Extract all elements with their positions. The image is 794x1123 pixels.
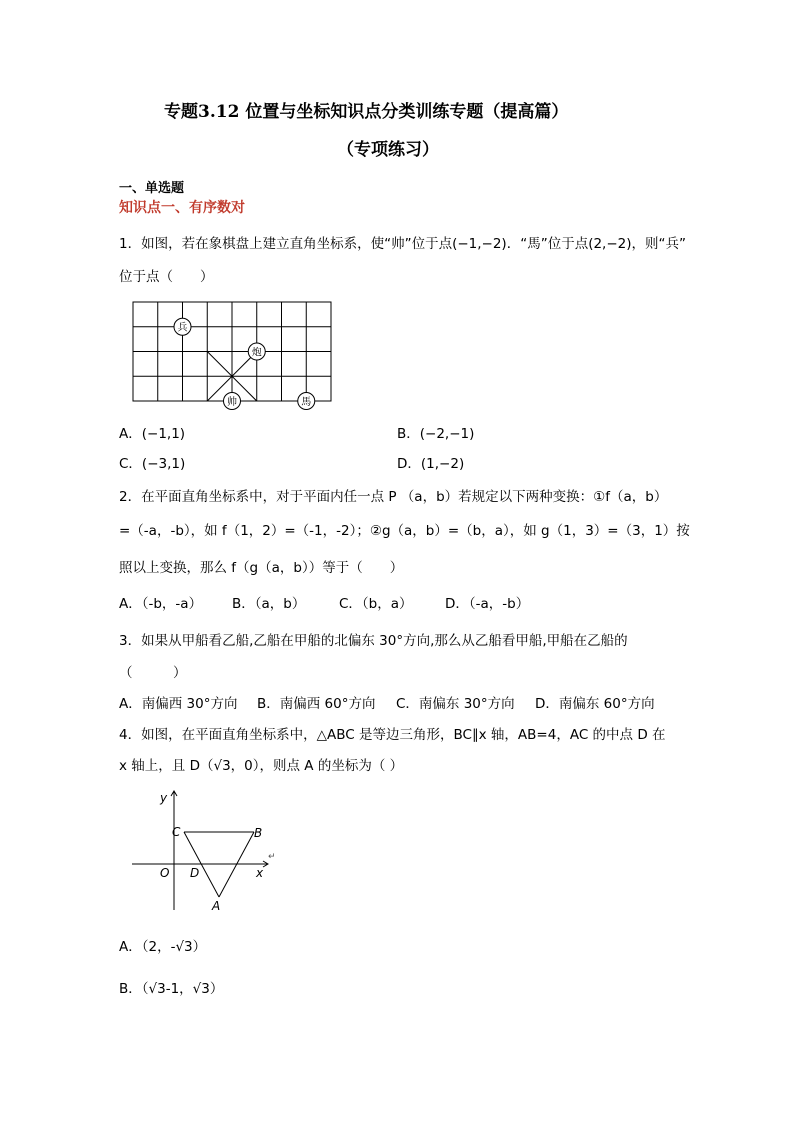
question-3-line-2: （ ） <box>119 665 187 681</box>
svg-text:馬: 馬 <box>301 396 312 408</box>
label-b: B <box>254 826 263 840</box>
section-heading: 一、单选题 <box>119 181 185 196</box>
coordinate-figure <box>132 785 282 915</box>
question-4-line-1: 4．如图，在平面直角坐标系中，△ABC 是等边三角形，BC∥x 轴，AB=4，AC 的中点 D 在 <box>119 727 666 743</box>
piece-ma <box>298 393 315 410</box>
chessboard-figure <box>120 295 340 415</box>
q1-option-c[interactable]: C．(−3,1) <box>119 456 186 472</box>
q3-option-c[interactable]: C．南偏东 30°方向 <box>396 696 515 712</box>
question-2-line-2: =（-a，-b），如 f（1，2）=（-1，-2）；②g（a，b）=（b，a），如 g（1，3）=（3，1）按 <box>119 523 690 539</box>
svg-text:兵: 兵 <box>177 322 188 334</box>
label-c: C <box>172 825 181 839</box>
q1-option-d[interactable]: D．(1,−2) <box>397 456 465 472</box>
piece-bing <box>174 318 191 335</box>
label-d: D <box>190 866 200 880</box>
question-1-line-1: 1．如图，若在象棋盘上建立直角坐标系，使“帅”位于点(−1,−2)．“馬”位于点(2,−2)，则“兵” <box>119 236 686 252</box>
q1-option-b[interactable]: B．(−2,−1) <box>397 426 475 442</box>
question-2-line-3: 照以上变换，那么 f（g（a，b））等于（ ） <box>119 560 404 576</box>
piece-shuai <box>224 393 241 410</box>
q4-option-a[interactable]: A．（2，-√3） <box>119 939 207 955</box>
label-x: x <box>256 866 264 880</box>
q2-option-c[interactable]: C．（b，a） <box>339 596 413 612</box>
question-4-line-2: x 轴上，且 D（√3，0），则点 A 的坐标为（ ） <box>119 758 404 774</box>
return-mark: ↵ <box>268 852 276 862</box>
q1-option-a[interactable]: A．(−1,1) <box>119 426 186 442</box>
q3-option-b[interactable]: B．南偏西 60°方向 <box>257 696 376 712</box>
q4-option-b[interactable]: B．（√3-1，√3） <box>119 981 224 997</box>
piece-pao <box>248 343 265 360</box>
q3-option-a[interactable]: A．南偏西 30°方向 <box>119 696 238 712</box>
page-title: 专题3.12 位置与坐标知识点分类训练专题（提高篇） <box>164 102 569 122</box>
label-y: y <box>160 791 168 805</box>
question-3-line-1: 3．如果从甲船看乙船,乙船在甲船的北偏东 30°方向,那么从乙船看甲船,甲船在乙船的 <box>119 633 628 649</box>
page-subtitle: （专项练习） <box>337 140 439 160</box>
q2-option-b[interactable]: B．（a，b） <box>232 596 306 612</box>
svg-text:帅: 帅 <box>227 396 237 408</box>
topic-heading: 知识点一、有序数对 <box>119 200 245 216</box>
label-a: A <box>212 899 221 913</box>
q2-option-a[interactable]: A．（-b，-a） <box>119 596 203 612</box>
svg-text:炮: 炮 <box>251 347 262 359</box>
question-1-line-2: 位于点（ ） <box>119 269 214 285</box>
question-2-line-1: 2．在平面直角坐标系中，对于平面内任一点 P （a，b）若规定以下两种变换：①f（a，b） <box>119 489 668 505</box>
q3-option-d[interactable]: D．南偏东 60°方向 <box>535 696 655 712</box>
label-o: O <box>160 866 170 880</box>
q2-option-d[interactable]: D．（-a，-b） <box>445 596 530 612</box>
